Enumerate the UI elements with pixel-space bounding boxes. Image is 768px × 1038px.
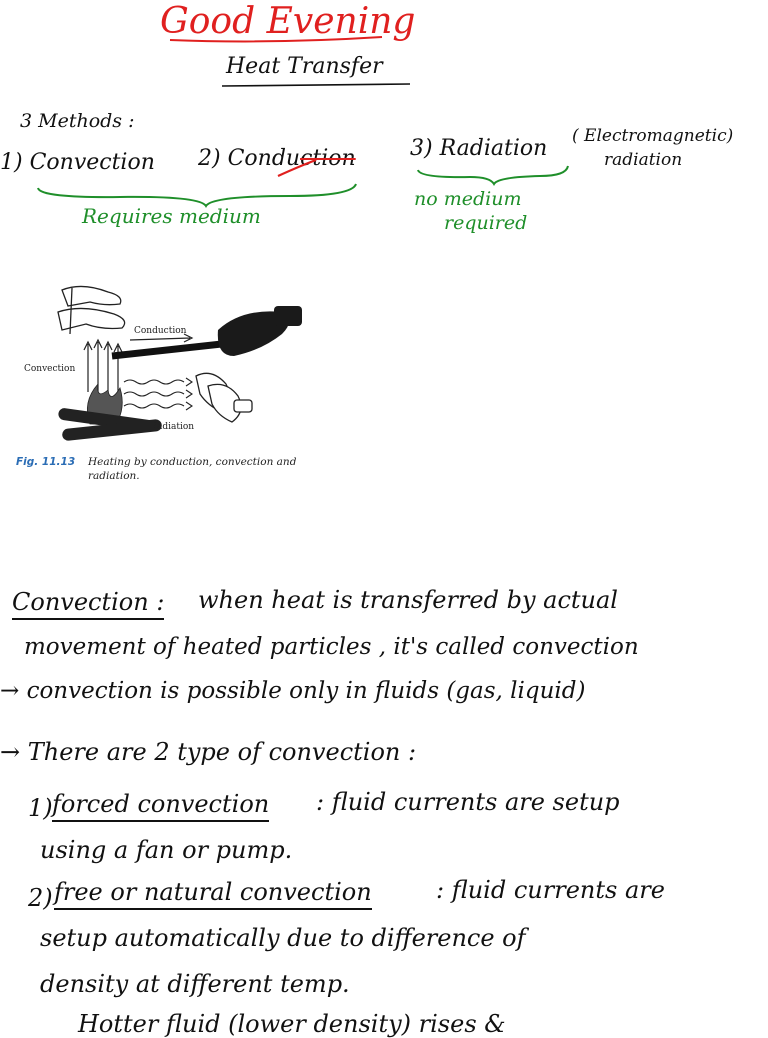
forced-term-text: forced convection xyxy=(52,790,269,822)
free-number: 2) xyxy=(28,884,53,912)
method-conduction-struck: ction xyxy=(300,146,356,171)
greeting-heading: Good Evening xyxy=(160,1,416,42)
bullet-fluids: → convection is possible only in fluids (gas, liquid) xyxy=(0,678,586,704)
definition-term xyxy=(12,590,164,614)
figure-label-radiation: Radiation xyxy=(150,422,195,432)
cutoff-line: Hotter fluid (lower density) rises & xyxy=(78,1010,506,1038)
method-radiation: 3) Radiation xyxy=(410,136,548,161)
figure-caption-line2: radiation. xyxy=(88,470,140,482)
figure-label-convection: Convection xyxy=(24,364,76,374)
radiation-note-line1: ( Electromagnetic) xyxy=(572,126,734,146)
radiation-waves-icon xyxy=(124,378,192,410)
figure-caption-line1: Heating by conduction, convection and xyxy=(88,456,297,468)
definition-line2: movement of heated particles , it's called convection xyxy=(24,634,639,660)
definition-line1: when heat is transferred by actual xyxy=(198,586,618,614)
brace1-label: Requires medium xyxy=(82,204,261,228)
forced-term xyxy=(52,792,269,816)
methods-heading: 3 Methods : xyxy=(20,110,135,132)
brace2-label-line1: no medium xyxy=(414,188,522,210)
brace2-label-line2: required xyxy=(444,212,528,234)
page-title: Heat Transfer xyxy=(226,54,383,79)
brace-requires-medium xyxy=(38,184,356,206)
free-line3: density at different temp. xyxy=(40,970,350,998)
free-term xyxy=(54,880,372,904)
definition-term-text: Convection : xyxy=(12,588,164,620)
method-conduction-prefix: 2) Condu xyxy=(198,146,301,171)
top-hands-icon xyxy=(58,286,125,334)
free-line2: setup automatically due to difference of xyxy=(40,924,526,952)
greeting-underline xyxy=(170,37,382,41)
brace-no-medium xyxy=(418,166,568,184)
method-convection: 1) Convection xyxy=(0,150,155,175)
radiation-note-line2: radiation xyxy=(604,150,683,170)
title-underline xyxy=(222,84,410,86)
forced-number: 1) xyxy=(28,794,53,822)
free-line1: : fluid currents are xyxy=(436,876,665,904)
forced-line2: using a fan or pump. xyxy=(40,836,293,864)
figure-label-conduction: Conduction xyxy=(134,326,187,336)
side-hands-icon xyxy=(196,373,252,422)
convection-arrows-icon xyxy=(84,340,122,392)
forced-line1: : fluid currents are setup xyxy=(316,788,620,816)
gloved-hand-icon xyxy=(218,306,302,356)
bullet-types: → There are 2 type of convection : xyxy=(0,738,417,766)
figure-number: Fig. 11.13 xyxy=(16,456,76,468)
conduction-strike xyxy=(278,160,316,176)
heat-transfer-figure xyxy=(12,272,310,488)
free-term-text: free or natural convection xyxy=(54,878,372,910)
